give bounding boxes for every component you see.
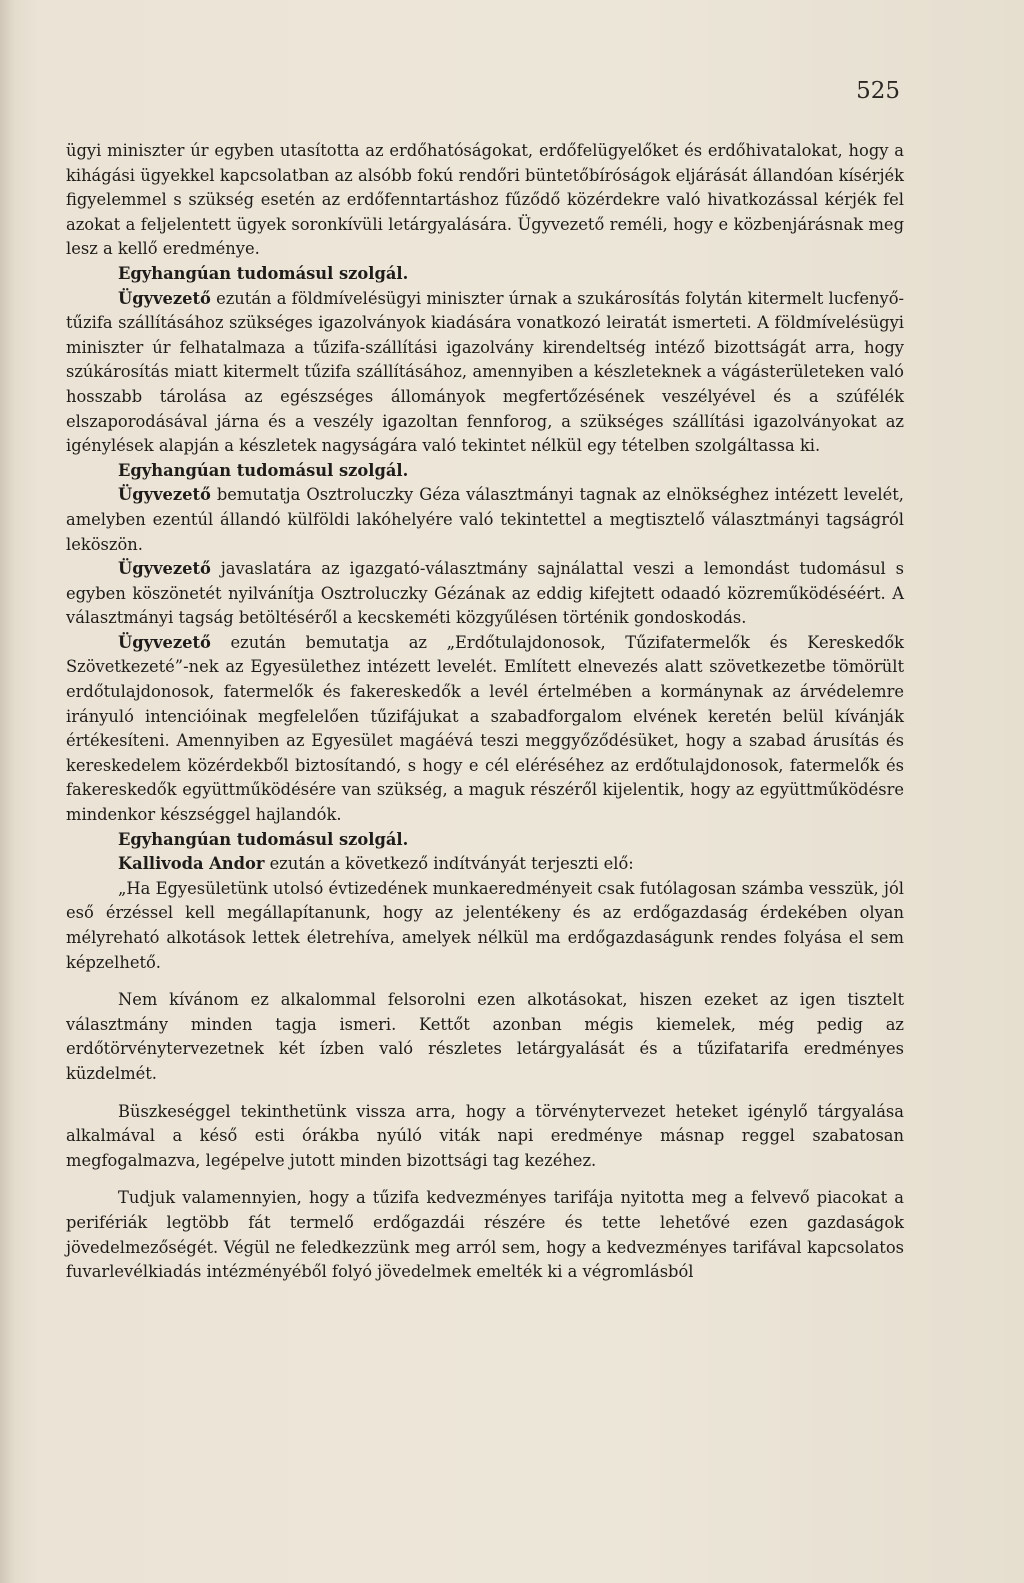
speaker-name: Ügyvezető — [118, 485, 211, 505]
paragraph-text: ezután bemutatja az „Erdőtulajdonosok, Tűzifatermelők és Kereskedők Szövetkezeté”-nek az Egyesülethez intézett levelét. Említett elnevezés alatt szövetkezetbe tömörült erdőtulajdonosok, fatermelők és fakereskedők a levél értelmében a kormánynak az árvédelemre irányuló intencióinak megfelelően tűzifájukat a szabadforgalom elvének keretén belül kívánják értékesíteni. Amennyiben az Egyesület magáévá teszi meggyőződésüket, hogy a szabad árusítás és kereskedelem közérdekből biztosítandó, s hogy e cél eléréséhez az erdőtulajdonosok, fatermelők és fakereskedők együttműködésére van szükség, a maguk részéről kijelentik, hogy az együttműködésre mindenkor készséggel hajlandók. — [66, 632, 904, 825]
paragraph-text: bemutatja Osztroluczky Géza választmányi tagnak az elnökséghez intézett levelét, amelyben ezentúl állandó külföldi lakóhelyére való tekintettel a megtisztelő választmányi tagságról leköszön. — [66, 485, 904, 554]
paragraph — [66, 483, 904, 557]
body-text — [66, 139, 904, 1285]
speaker-name: Ügyvezető — [118, 288, 211, 308]
paragraph — [66, 287, 904, 459]
quote-paragraph: Tudjuk valamennyien, hogy a tűzifa kedvezményes tarifája nyitotta meg a felvevő piacokat a perifériák legtöbb fát termelő erdőgazdái részére és tette lehetővé ezen gazdaságok jövedelmezőségét. Végül ne feledkezzünk meg arról sem, hogy a kedvezményes tarifával kapcsolatos fuvarlevélkiadás intézményéből folyó jövedelmek emelték ki a végromlásból — [66, 1188, 904, 1282]
speaker-name: Ügyvezető — [118, 559, 211, 579]
paragraph — [66, 852, 904, 877]
speaker-name: Kallivoda Andor — [118, 854, 265, 874]
quote-paragraph: Nem kívánom ez alkalommal felsorolni ezen alkotásokat, hiszen ezeket az igen tisztelt választmány minden tagja ismeri. Kettőt azonban mégis kiemelek, még pedig az erdőtörvénytervezetnek két ízben való részletes letárgyalását és a tűzifatarifa eredményes küzdelmét. — [66, 990, 904, 1083]
resolution-line: Egyhangúan tudomásul szolgál. — [118, 829, 409, 849]
quote-paragraph: „Ha Egyesületünk utolsó évtizedének munkaeredményeit csak futólagosan számba vesszük, jól eső érzéssel kell megállapítanunk, hogy az jelentékeny és az erdőgazdaság érdekében olyan mélyreható alkotások lettek életrehíva, amelyek nélkül ma erdőgazdaságunk rendes folyása el sem képzelhető. — [66, 878, 904, 972]
paragraph — [66, 631, 904, 828]
paragraph: ügyi miniszter úr egyben utasította az erdőhatóságokat, erdőfelügyelőket és erdőhivatalokat, hogy a kihágási ügyekkel kapcsolatban az alsóbb fokú rendőri büntetőbíróságok eljárását állandóan kísérjék figyelemmel s szükség esetén az erdőfenntartáshoz fűződő közérdekre való hivatkozással kérjék fel azokat a feljelentett ügyek soronkívüli letárgyalására. Ügyvezető reméli, hogy e közbenjárásnak meg lesz a kellő eredménye. — [66, 141, 904, 259]
resolution-line: Egyhangúan tudomásul szolgál. — [118, 460, 409, 480]
page-number: 525 — [856, 78, 900, 104]
paragraph — [66, 557, 904, 631]
paragraph-text: ezután a földmívelésügyi miniszter úrnak a szukárosítás folytán kitermelt lucfenyő-tűzifa szállításához szükséges igazolványok kiadására vonatkozó leiratát ismerteti. A földmívelésügyi miniszter úr felhatalmaza a tűzifa-szállítási igazolvány kirendeltség intéző bizottságát arra, hogy szúkárosítás miatt kitermelt tűzifa szállításához, amennyiben a készleteknek a vágásterületeken való hosszabb tárolása az egészséges állományok megfertőzésének veszélyével és a szúfélék elszaporodásával járna és a veszély igazoltan fennforog, a szükséges szállítási igazolványokat az igénylések alapján a készletek nagyságára való tekintet nélkül egy tételben szolgáltassa ki. — [66, 288, 904, 456]
paragraph-text: javaslatára az igazgató-választmány sajnálattal veszi a lemondást tudomásul s egyben köszönetét nyilvánítja Osztroluczky Gézának az eddig kifejtett odaadó közreműködéséért. A választmányi tagság betöltéséről a kecskeméti közgyűlésen történik gondoskodás. — [66, 559, 904, 628]
speaker-name: Ügyvezető — [118, 632, 211, 652]
paragraph-text: ezután a következő indítványát terjeszti elő: — [264, 854, 634, 874]
resolution-line: Egyhangúan tudomásul szolgál. — [118, 263, 409, 283]
quote-paragraph: Büszkeséggel tekinthetünk vissza arra, hogy a törvénytervezet heteket igénylő tárgyalása alkalmával a késő esti órákba nyúló viták napi eredménye másnap reggel szabatosan megfogalmazva, legépelve jutott minden bizottsági tag kezéhez. — [66, 1101, 904, 1170]
